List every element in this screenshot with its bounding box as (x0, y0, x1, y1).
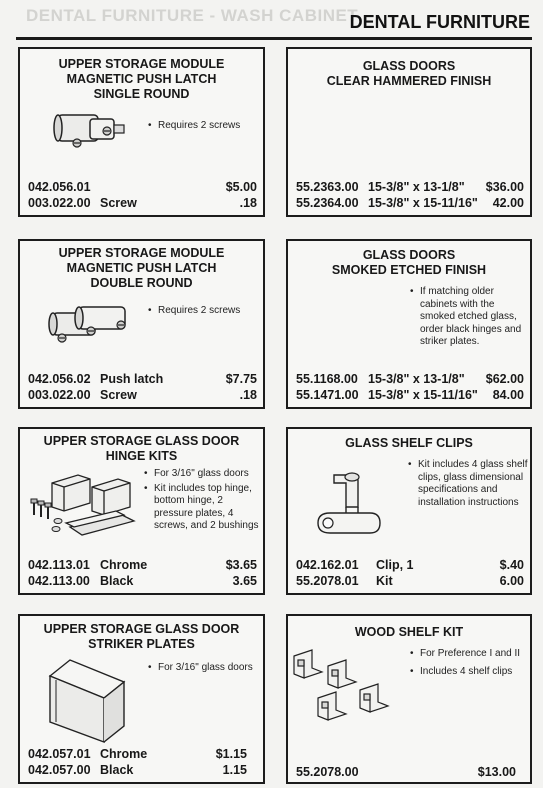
part-number: 55.1168.00 (296, 372, 358, 386)
part-price: $62.00 (485, 372, 524, 386)
bullet-list (144, 468, 262, 533)
bullet-list (410, 286, 528, 349)
box-title (288, 625, 530, 640)
part-description: Black (100, 763, 134, 777)
part-description: Kit (376, 574, 393, 588)
part-description: Screw (100, 388, 137, 402)
bullet-item: • For 3/16" glass doors (144, 468, 262, 481)
part-number: 042.057.01 (28, 747, 91, 761)
part-description: Black (100, 574, 134, 588)
title-line: MAGNETIC PUSH LATCH (66, 72, 217, 86)
part-number: 042.056.02 (28, 372, 91, 386)
part-price: 1.15 (222, 763, 247, 777)
part-number: 042.056.01 (28, 180, 91, 194)
box-title (20, 57, 263, 102)
striker-plate-illustration (40, 652, 140, 742)
part-number: 042.113.01 (28, 558, 90, 572)
bullet-item: • Requires 2 screws (148, 305, 263, 318)
part-number: 55.2364.00 (296, 196, 359, 210)
product-box-wood-shelf-kit (286, 614, 532, 784)
part-price: 3.65 (232, 574, 257, 588)
title-line: GLASS DOORS (362, 59, 456, 73)
wood-shelf-kit-illustration (288, 646, 398, 746)
box-title (20, 246, 263, 291)
box-title (288, 59, 530, 89)
title-line: SINGLE ROUND (93, 87, 190, 101)
title-line: SMOKED ETCHED FINISH (331, 263, 487, 277)
title-line: CLEAR HAMMERED FINISH (326, 74, 492, 88)
part-description: 15-3/8" x 15-11/16" (368, 196, 478, 210)
part-price: $.40 (499, 558, 524, 572)
part-price: .18 (239, 196, 257, 210)
product-box-glass-doors-smoked (286, 239, 532, 409)
part-price: 42.00 (492, 196, 524, 210)
bullet-item: • If matching older cabinets with the smoked etched glass, order black hinges and striker plates. (410, 286, 528, 349)
part-number: 55.1471.00 (296, 388, 359, 402)
part-price: 84.00 (492, 388, 524, 402)
title-line: UPPER STORAGE GLASS DOOR (43, 622, 240, 636)
part-description: 15-3/8" x 13-1/8" (368, 180, 465, 194)
part-price: 6.00 (499, 574, 524, 588)
part-description: 15-3/8" x 13-1/8" (368, 372, 465, 386)
part-price: $3.65 (225, 558, 257, 572)
title-line: WOOD SHELF KIT (354, 625, 464, 639)
part-price: $5.00 (225, 180, 257, 194)
title-line: STRIKER PLATES (88, 637, 195, 651)
part-number: 003.022.00 (28, 196, 91, 210)
part-number: 55.2363.00 (296, 180, 359, 194)
part-description: Push latch (100, 372, 164, 386)
title-line: DOUBLE ROUND (90, 276, 193, 290)
part-price: $36.00 (485, 180, 524, 194)
part-number: 042.162.01 (296, 558, 359, 572)
bullet-list (148, 305, 263, 318)
part-description: Chrome (100, 558, 148, 572)
bullet-item: • For Preference I and II (410, 648, 530, 661)
part-description: 15-3/8" x 15-11/16" (368, 388, 478, 402)
part-price: $1.15 (215, 747, 247, 761)
part-number: 55.2078.01 (296, 574, 359, 588)
part-description: Clip, 1 (376, 558, 414, 572)
part-price: $13.00 (477, 765, 516, 779)
box-title (288, 248, 530, 278)
single-latch-illustration (50, 109, 140, 154)
double-latch-illustration (45, 303, 145, 348)
box-title (20, 622, 263, 652)
part-number: 55.2078.00 (296, 765, 359, 779)
bullet-item: • Requires 2 screws (148, 120, 263, 133)
title-line: UPPER STORAGE MODULE (58, 246, 225, 260)
part-price: .18 (239, 388, 257, 402)
part-description: Screw (100, 196, 137, 210)
title-line: UPPER STORAGE GLASS DOOR (43, 434, 240, 448)
product-box-single-round-latch (18, 47, 265, 217)
product-box-hinge-kits (18, 427, 265, 595)
product-box-glass-doors-clear (286, 47, 532, 217)
product-box-glass-shelf-clips (286, 427, 532, 595)
bullet-item: • Kit includes 4 glass shelf clips, glass dimensional specifications and installation instructions (408, 459, 530, 509)
hinge-kit-illustration (30, 469, 138, 541)
part-number: 042.113.00 (28, 574, 90, 588)
header-ghost-text: DENTAL FURNITURE - WASH CABINET (26, 6, 359, 25)
part-number: 003.022.00 (28, 388, 91, 402)
part-description: Chrome (100, 747, 148, 761)
bullet-list (410, 648, 530, 678)
title-line: HINGE KITS (105, 449, 178, 463)
title-line: GLASS SHELF CLIPS (345, 436, 473, 450)
bullet-list (148, 120, 263, 133)
title-line: MAGNETIC PUSH LATCH (66, 261, 217, 275)
bullet-item: • Kit includes top hinge, bottom hinge, 2 pressure plates, 4 screws, and 2 bushings (144, 483, 262, 533)
product-box-striker-plates (18, 614, 265, 784)
title-line: UPPER STORAGE MODULE (58, 57, 225, 71)
page-title: DENTAL FURNITURE (349, 12, 530, 32)
part-price: $7.75 (225, 372, 257, 386)
bullet-item: • Includes 4 shelf clips (410, 666, 530, 679)
bullet-list (148, 662, 263, 675)
box-title (288, 436, 530, 451)
product-box-double-round-latch (18, 239, 265, 409)
part-number: 042.057.00 (28, 763, 91, 777)
bullet-list (408, 459, 530, 509)
title-line: GLASS DOORS (362, 248, 456, 262)
bullet-item: • For 3/16" glass doors (148, 662, 263, 675)
title-rule (16, 37, 532, 40)
shelf-clip-illustration (308, 467, 388, 547)
box-title (20, 434, 263, 464)
